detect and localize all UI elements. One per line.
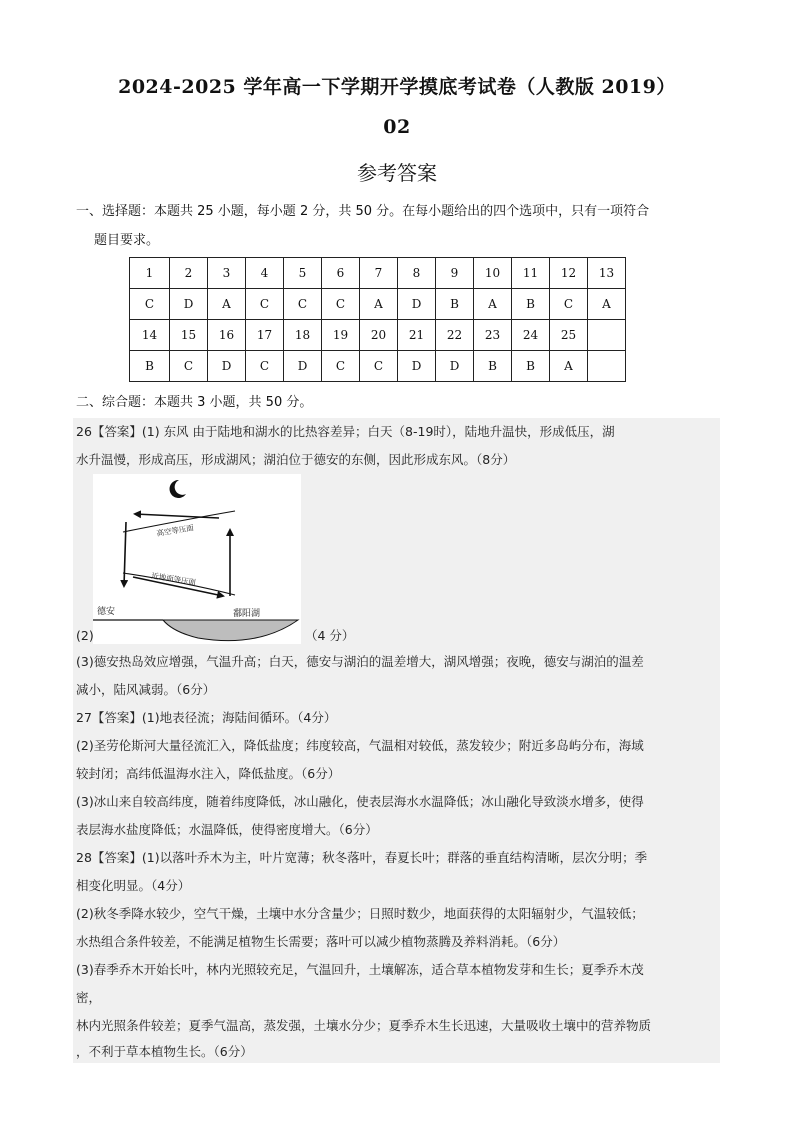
q26-part3-line-2: 减小，陆风减弱。（6分） (76, 682, 216, 697)
answer-letter-cell: D (284, 351, 322, 382)
exam-title-number: 02 (383, 116, 411, 138)
q27-line-1: 27【答案】(1)地表径流；海陆间循环。（4分） (76, 710, 337, 725)
q28-part2-line-2: 水热组合条件较差，不能满足植物生长需要；落叶可以减少植物蒸腾及养料消耗。（6分） (76, 934, 566, 949)
question-number-cell: 12 (550, 258, 588, 289)
answer-letter-cell: B (512, 289, 550, 320)
answer-table-row (130, 320, 626, 351)
question-number-cell: 16 (208, 320, 246, 351)
answers-panel (73, 418, 720, 1063)
answer-letter-cell: A (588, 289, 626, 320)
q27-part2-line-2: 较封闭；高纬低温海水注入，降低盐度。（6分） (76, 766, 341, 781)
q26-line-1: 26【答案】(1) 东风 由于陆地和湖水的比热容差异；白天（8-19时），陆地升温快，形成低压，湖 (76, 424, 615, 439)
answer-letter-cell: C (322, 289, 360, 320)
dean-label: 德安 (97, 607, 116, 617)
question-number-cell: 18 (284, 320, 322, 351)
answer-letter-cell (588, 351, 626, 382)
question-number-cell: 20 (360, 320, 398, 351)
q28-part3-line-4: ，不利于草本植物生长。（6分） (76, 1044, 253, 1059)
q27-part3-line-1: (3)冰山来自较高纬度，随着纬度降低，冰山融化，使表层海水水温降低；冰山融化导致淡水增多，使得 (76, 794, 644, 809)
moon-icon (170, 480, 186, 498)
q28-part3-line-1: (3)春季乔木开始长叶，林内光照较充足，气温回升，土壤解冻，适合草本植物发芽和生长；夏季乔木茂 (76, 962, 644, 977)
question-number-cell: 21 (398, 320, 436, 351)
answer-letter-cell: C (550, 289, 588, 320)
q26-line-2: 水升温慢，形成高压，形成湖风；湖泊位于德安的东侧，因此形成东风。（8分） (76, 452, 516, 467)
answer-letter-cell: C (246, 289, 284, 320)
answer-letter-cell: D (398, 289, 436, 320)
section-1-line-1: 一、选择题：本题共 25 小题，每小题 2 分，共 50 分。在每小题给出的四个选项中，只有一项符合 (76, 204, 650, 219)
answer-letter-cell: B (436, 289, 474, 320)
q26-part3-line-1: (3)德安热岛效应增强，气温升高；白天，德安与湖泊的温差增大，湖风增强；夜晚，德安与湖泊的温差 (76, 654, 644, 669)
answer-letter-cell: A (474, 289, 512, 320)
section-2-heading: 二、综合题：本题共 3 小题，共 50 分。 (76, 395, 313, 410)
q26-part2-score: （4 分） (305, 628, 355, 643)
answer-letter-cell: D (436, 351, 474, 382)
question-number-cell: 5 (284, 258, 322, 289)
section-1-instructions (76, 197, 724, 255)
q26-part2-label: (2) (76, 628, 94, 643)
answer-letter-cell: D (208, 351, 246, 382)
question-number-cell: 22 (436, 320, 474, 351)
question-number-cell: 9 (436, 258, 474, 289)
answer-letter-cell: C (246, 351, 284, 382)
section-1-line-2: 题目要求。 (94, 233, 160, 248)
q27-part3-line-2: 表层海水盐度降低；水温降低，使得密度增大。（6分） (76, 822, 378, 837)
answer-letter-cell: B (474, 351, 512, 382)
answer-letter-cell: A (550, 351, 588, 382)
q28-line-1: 28【答案】(1)以落叶乔木为主，叶片宽薄；秋冬落叶，春夏长叶；群落的垂直结构清晰，层次分明；季 (76, 850, 648, 865)
question-number-cell: 1 (130, 258, 170, 289)
answer-letter-cell: C (130, 289, 170, 320)
answer-table-row (130, 258, 626, 289)
answer-letter-cell: A (360, 289, 398, 320)
q27-part2-line-1: (2)圣劳伦斯河大量径流汇入，降低盐度；纬度较高，气温相对较低，蒸发较少；附近多岛屿分布，海域 (76, 738, 644, 753)
question-number-cell: 17 (246, 320, 284, 351)
question-number-cell: 4 (246, 258, 284, 289)
answer-letter-cell: C (322, 351, 360, 382)
q28-part3-line-3: 林内光照条件较差；夏季气温高，蒸发强，土壤水分少；夏季乔木生长迅速，大量吸收土壤中的营养物质 (76, 1018, 652, 1033)
poyang-lake-label: 鄱阳湖 (233, 609, 261, 619)
question-number-cell: 10 (474, 258, 512, 289)
lake-breeze-svg (93, 474, 301, 644)
question-number-cell: 15 (170, 320, 208, 351)
answer-table-row (130, 351, 626, 382)
question-number-cell: 14 (130, 320, 170, 351)
upper-isobar-label: 高空等压面 (155, 523, 195, 538)
question-number-cell: 19 (322, 320, 360, 351)
answer-letter-cell: B (512, 351, 550, 382)
lake-breeze-diagram (93, 474, 301, 644)
answer-letter-cell: D (170, 289, 208, 320)
q28-line-2: 相变化明显。（4分） (76, 878, 191, 893)
answer-table-row (130, 289, 626, 320)
answer-letter-cell: C (284, 289, 322, 320)
answer-letter-cell: B (130, 351, 170, 382)
question-number-cell: 24 (512, 320, 550, 351)
question-number-cell: 23 (474, 320, 512, 351)
question-number-cell: 7 (360, 258, 398, 289)
question-number-cell: 6 (322, 258, 360, 289)
question-number-cell: 11 (512, 258, 550, 289)
question-number-cell: 8 (398, 258, 436, 289)
question-number-cell: 25 (550, 320, 588, 351)
answer-letter-cell: C (170, 351, 208, 382)
answer-letter-cell: C (360, 351, 398, 382)
answer-key-subtitle: 参考答案 (357, 161, 437, 185)
question-number-cell: 3 (208, 258, 246, 289)
question-number-cell: 13 (588, 258, 626, 289)
answer-letter-cell: A (208, 289, 246, 320)
q28-part2-line-1: (2)秋冬季降水较少，空气干燥，土壤中水分含量少；日照时数少，地面获得的太阳辐射少，气温较低； (76, 906, 644, 921)
q28-part3-line-2: 密， (76, 990, 102, 1005)
question-number-cell (588, 320, 626, 351)
lake-shape (163, 620, 298, 641)
question-number-cell: 2 (170, 258, 208, 289)
exam-title: 2024-2025 学年高一下学期开学摸底考试卷（人教版 2019） (118, 76, 676, 98)
answer-table (129, 257, 626, 382)
answer-letter-cell: D (398, 351, 436, 382)
lower-isobar-label: 近地面等压面 (150, 571, 197, 588)
